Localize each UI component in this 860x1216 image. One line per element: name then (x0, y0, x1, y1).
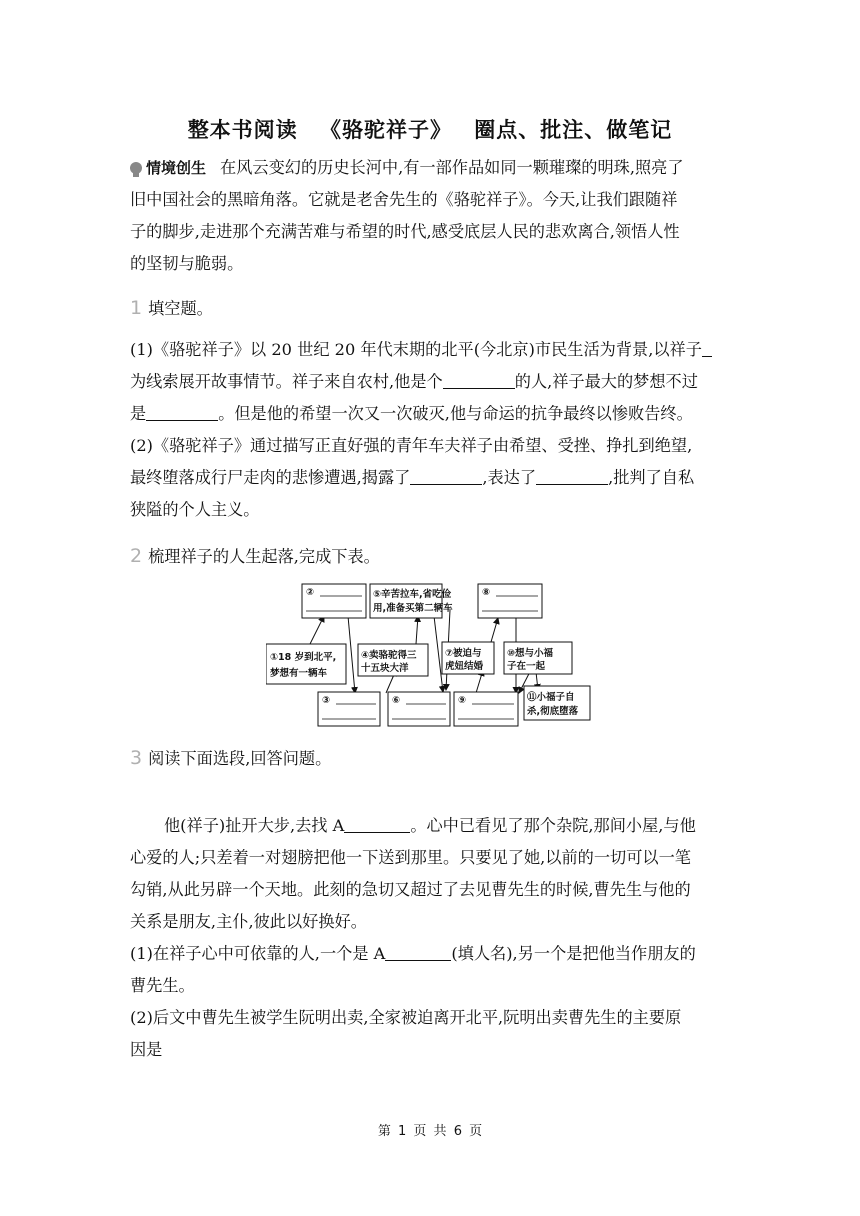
reading-passage (130, 810, 730, 1066)
box-5-line-1: ⑤辛苦拉车,省吃俭 (373, 589, 452, 600)
box-1-line-1: ①18 岁到北平, (270, 652, 337, 663)
question-3-heading (130, 742, 730, 775)
box-11-line-1: ⑪小福子自 (527, 692, 575, 703)
sub-question-2-line-2: 因是 (130, 1040, 163, 1059)
passage-line-4: 关系是朋友,主仆,彼此以好换好。 (130, 912, 367, 931)
text: 。但是他的希望一次又一次破灭,他与命运的抗争最终以惨败告终。 (218, 404, 693, 423)
intro-paragraph (130, 152, 730, 280)
flow-arrow (310, 616, 324, 644)
passage-line-3: 勾销,从此另辟一个天地。此刻的急切又超过了去见曹先生的时候,曹先生与他的 (130, 880, 691, 899)
scenario-badge (130, 152, 206, 184)
question-number: 1 (130, 297, 143, 319)
q1-line-3 (130, 398, 730, 430)
q1-line-5 (130, 462, 730, 494)
sub-question-1-line-1 (130, 938, 730, 970)
box-6-label: ⑥ (392, 695, 401, 706)
text: 的人,祥子最大的梦想不过 (514, 372, 698, 391)
answer-blank[interactable] (385, 946, 451, 961)
q1-line-4: (2)《骆驼祥子》通过描写正直好强的青年车夫祥子由希望、受挫、挣扎到绝望, (130, 436, 693, 455)
answer-blank[interactable] (146, 406, 218, 421)
flow-arrow (348, 616, 355, 693)
box-11-line-2: 杀,彻底堕落 (527, 706, 579, 717)
q1-line-2 (130, 366, 730, 398)
box-9-label: ⑨ (458, 695, 467, 706)
question-2-heading (130, 540, 730, 573)
answer-blank[interactable] (702, 342, 712, 357)
flow-arrow (491, 618, 498, 642)
intro-line-3: 子的脚步,走进那个充满苦难与希望的时代,感受底层人民的悲欢离合,领悟人性 (130, 222, 680, 241)
answer-blank[interactable] (344, 818, 410, 833)
scenario-badge-label: 情境创生 (146, 159, 207, 177)
sub-question-1-line-2: 曹先生。 (130, 976, 195, 995)
q1-line-6: 狭隘的个人主义。 (130, 500, 260, 519)
text: 他(祥子)扯开大步,去找 A (164, 816, 345, 835)
answer-blank[interactable] (410, 470, 482, 485)
passage-line-2: 心爱的人;只差着一对翅膀把他一下送到那里。只要见了她,以前的一切可以一笔 (130, 848, 691, 867)
box-8-label: ⑧ (482, 587, 491, 598)
text: 。心中已看见了那个杂院,那间小屋,与他 (410, 816, 696, 835)
box-7-line-1: ⑦被迫与 (445, 648, 482, 659)
intro-line-1 (130, 152, 730, 184)
page-title: 整本书阅读 《骆驼祥子》 圈点、批注、做笔记 (187, 118, 673, 142)
text: 是 (130, 404, 147, 423)
flow-arrow (416, 616, 418, 644)
box-3-label: ③ (322, 695, 331, 706)
text: ,表达了 (482, 468, 537, 487)
question-stem: 阅读下面选段,回答问题。 (148, 749, 332, 768)
answer-blank[interactable] (536, 470, 608, 485)
intro-text: 在风云变幻的历史长河中,有一部作品如同一颗璀璨的明珠,照亮了 (220, 158, 684, 177)
lightbulb-icon (130, 162, 142, 174)
text: 最终堕落成行尸走肉的悲惨遭遇,揭露了 (130, 468, 411, 487)
box-2-label: ② (306, 587, 315, 598)
text: 为线索展开故事情节。祥子来自农村,他是个 (130, 372, 443, 391)
text: (填人名),另一个是把他当作朋友的 (451, 944, 696, 963)
intro-line-4: 的坚韧与脆弱。 (130, 254, 244, 273)
life-flow-diagram (266, 580, 596, 732)
text: (1)在祥子心中可依靠的人,一个是 A (130, 944, 386, 963)
intro-line-2: 旧中国社会的黑暗角落。它就是老舍先生的《骆驼祥子》。今天,让我们跟随祥 (130, 190, 678, 209)
question-stem: 填空题。 (148, 299, 213, 318)
question-stem: 梳理祥子的人生起落,完成下表。 (148, 547, 380, 566)
question-number: 3 (130, 747, 143, 769)
page-footer: 第 1 页 共 6 页 (377, 1124, 483, 1139)
answer-blank[interactable] (443, 374, 515, 389)
box-4-line-1: ④卖骆驼得三 (361, 650, 417, 661)
question-1-body (130, 334, 730, 526)
question-number: 2 (130, 545, 143, 567)
box-10-line-1: ⑩想与小福 (507, 648, 554, 659)
text: ,批判了自私 (608, 468, 695, 487)
text: (1)《骆驼祥子》以 20 世纪 20 年代末期的北平(今北京)市民生活为背景,以祥子 (130, 340, 702, 359)
sub-question-2-line-1: (2)后文中曹先生被学生阮明出卖,全家被迫离开北平,阮明出卖曹先生的主要原 (130, 1008, 682, 1027)
box-1-line-2: 梦想有一辆车 (270, 668, 328, 679)
box-5-line-2: 用,准备买第二辆车 (373, 603, 453, 614)
q1-line-1 (130, 334, 730, 366)
box-4-line-2: 十五块大洋 (361, 663, 409, 674)
box-10-line-2: 子在一起 (507, 661, 546, 672)
box-7-line-2: 虎妞结婚 (445, 661, 484, 672)
passage-line-1 (130, 810, 730, 842)
question-1-heading (130, 292, 730, 325)
